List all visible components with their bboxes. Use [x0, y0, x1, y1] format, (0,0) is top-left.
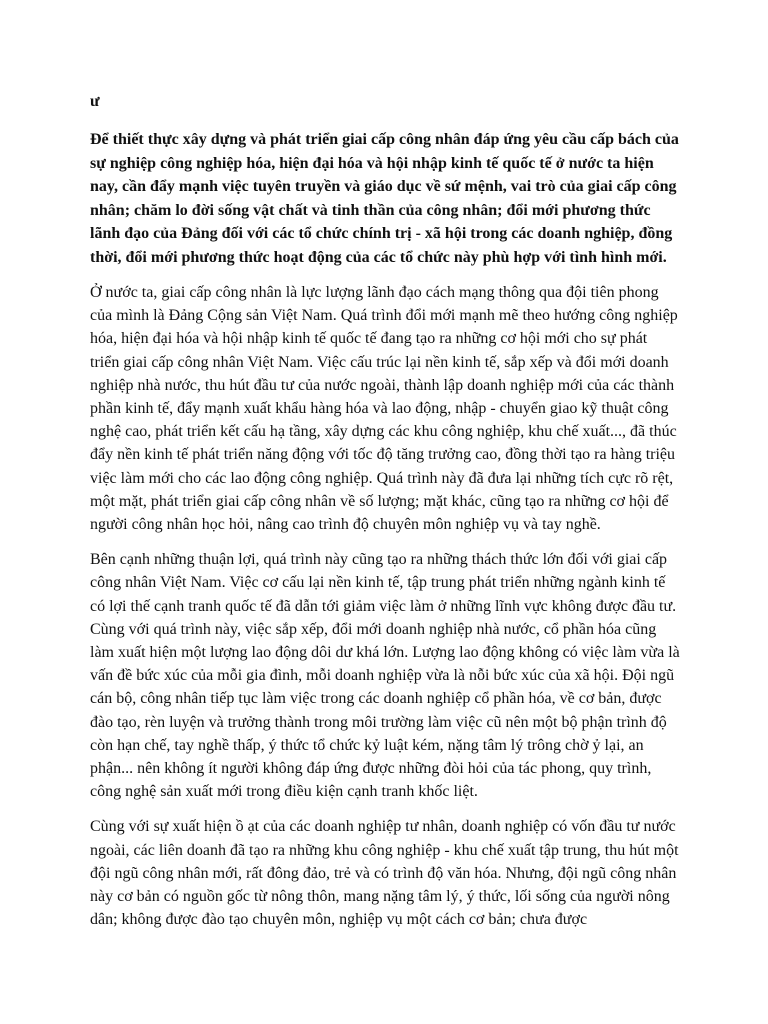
- lead-paragraph: Để thiết thực xây dựng và phát triển giai cấp công nhân đáp ứng yêu cầu cấp bách của sự nghiệp công nghiệp hóa, hiện đại hóa và hội nhập kinh tế quốc tế ở nước ta hiện nay, cần đẩy mạnh việc tuyên truyền và giáo dục về sứ mệnh, vai trò của giai cấp công nhân; chăm lo đời sống vật chất và tinh thần của công nhân; đổi mới phương thức lãnh đạo của Đảng đối với các tổ chức chính trị - xã hội trong các doanh nghiệp, đồng thời, đổi mới phương thức hoạt động của các tổ chức này phù hợp với tình hình mới.: [90, 131, 679, 266]
- document-page: [90, 90, 680, 943]
- body-paragraph-2: Bên cạnh những thuận lợi, quá trình này cũng tạo ra những thách thức lớn đối với giai cấp công nhân Việt Nam. Việc cơ cấu lại nền kinh tế, tập trung phát triển những ngành kinh tế có lợi thế cạnh tranh quốc tế đã dẫn tới giảm việc làm ở những lĩnh vực không được đầu tư. Cùng với quá trình này, việc sắp xếp, đổi mới doanh nghiệp nhà nước, cổ phần hóa cũng làm xuất hiện một lượng lao động dôi dư khá lớn. Lượng lao động không có việc làm vừa là vấn đề bức xúc của mỗi gia đình, mỗi doanh nghiệp vừa là nỗi bức xúc của xã hội. Đội ngũ cán bộ, công nhân tiếp tục làm việc trong các doanh nghiệp cổ phần hóa, về cơ bản, được đào tạo, rèn luyện và trưởng thành trong môi trường làm việc cũ nên một bộ phận trình độ còn hạn chế, tay nghề thấp, ý thức tổ chức kỷ luật kém, nặng tâm lý trông chờ ỷ lại, an phận... nên không ít người không đáp ứng được những đòi hỏi của tác phong, quy trình, công nghệ sản xuất mới trong điều kiện cạnh tranh khốc liệt.: [90, 551, 680, 801]
- body-paragraph-3: Cùng với sự xuất hiện ồ ạt của các doanh nghiệp tư nhân, doanh nghiệp có vốn đầu tư nước ngoài, các liên doanh đã tạo ra những khu công nghiệp - khu chế xuất tập trung, thu hút một đội ngũ công nhân mới, rất đông đảo, trẻ và có trình độ văn hóa. Nhưng, đội ngũ công nhân này cơ bản có nguồn gốc từ nông thôn, mang nặng tâm lý, ý thức, lối sống của người nông dân; không được đào tạo chuyên môn, nghiệp vụ một cách cơ bản; chưa được: [90, 818, 679, 929]
- body-paragraph-1: Ở nước ta, giai cấp công nhân là lực lượng lãnh đạo cách mạng thông qua đội tiên phong của mình là Đảng Cộng sản Việt Nam. Quá trình đổi mới mạnh mẽ theo hướng công nghiệp hóa, hiện đại hóa và hội nhập kinh tế quốc tế đang tạo ra những cơ hội mới cho sự phát triển giai cấp công nhân Việt Nam. Việc cấu trúc lại nền kinh tế, sắp xếp và đổi mới doanh nghiệp nhà nước, thu hút đầu tư của nước ngoài, thành lập doanh nghiệp mới của các thành phần kinh tế, đẩy mạnh xuất khẩu hàng hóa và lao động, nhập - chuyển giao kỹ thuật công nghệ cao, phát triển kết cấu hạ tầng, xây dựng các khu công nghiệp, khu chế xuất..., đã thúc đẩy nền kinh tế phát triển năng động với tốc độ tăng trưởng cao, đồng thời tạo ra hàng triệu việc làm mới cho các lao động công nghiệp. Quá trình này đã đưa lại những tích cực rõ rệt, một mặt, phát triển giai cấp công nhân về số lượng; mặt khác, cũng tạo ra những cơ hội để người công nhân học hỏi, nâng cao trình độ chuyên môn nghiệp vụ và tay nghề.: [90, 284, 678, 534]
- text-fragment: ư: [90, 93, 100, 110]
